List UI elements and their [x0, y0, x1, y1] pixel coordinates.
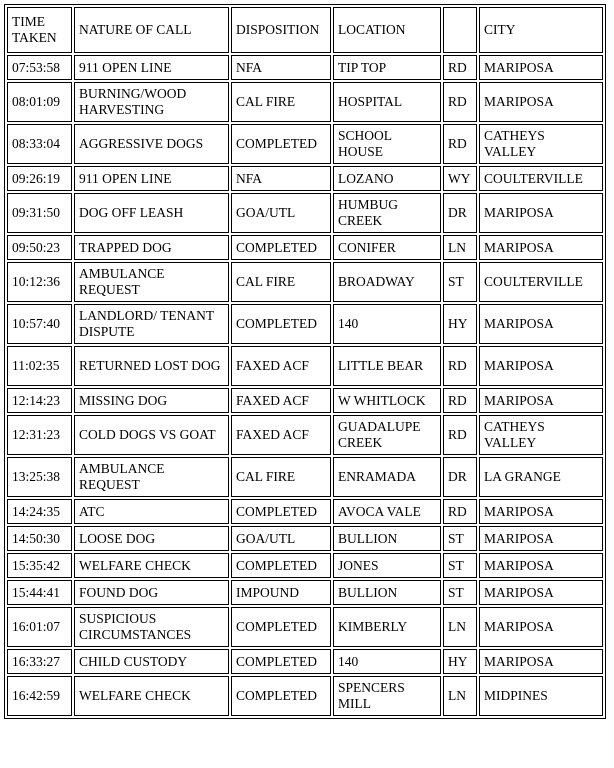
cell-nature: WELFARE CHECK	[74, 676, 229, 716]
cell-disposition: IMPOUND	[231, 580, 331, 605]
cell-nature: SUSPICIOUS CIRCUMSTANCES	[74, 607, 229, 647]
cell-suffix: LN	[443, 676, 477, 716]
cell-disposition: CAL FIRE	[231, 457, 331, 497]
table-row	[7, 580, 603, 605]
cell-disposition: COMPLETED	[231, 607, 331, 647]
cell-disposition: CAL FIRE	[231, 262, 331, 302]
cell-time: 16:42:59	[7, 676, 72, 716]
call-log-table	[4, 4, 606, 719]
cell-time: 15:44:41	[7, 580, 72, 605]
cell-suffix: ST	[443, 553, 477, 578]
cell-time: 14:24:35	[7, 499, 72, 524]
cell-nature: RETURNED LOST DOG	[74, 346, 229, 386]
cell-city: COULTERVILLE	[479, 166, 603, 191]
cell-nature: BURNING/WOOD HARVESTING	[74, 82, 229, 122]
cell-location: SPENCERS MILL	[333, 676, 441, 716]
table-row	[7, 607, 603, 647]
cell-nature: AMBULANCE REQUEST	[74, 262, 229, 302]
cell-disposition: CAL FIRE	[231, 82, 331, 122]
cell-disposition: NFA	[231, 166, 331, 191]
cell-city: MARIPOSA	[479, 304, 603, 344]
cell-city: MARIPOSA	[479, 649, 603, 674]
cell-disposition: COMPLETED	[231, 649, 331, 674]
cell-suffix: LN	[443, 235, 477, 260]
cell-city: MARIPOSA	[479, 580, 603, 605]
cell-city: MARIPOSA	[479, 55, 603, 80]
cell-location: HOSPITAL	[333, 82, 441, 122]
cell-location: TIP TOP	[333, 55, 441, 80]
cell-disposition: COMPLETED	[231, 499, 331, 524]
cell-suffix: HY	[443, 304, 477, 344]
table-row	[7, 166, 603, 191]
cell-time: 09:26:19	[7, 166, 72, 191]
cell-disposition: COMPLETED	[231, 235, 331, 260]
cell-suffix: WY	[443, 166, 477, 191]
call-log-container	[4, 4, 606, 719]
cell-disposition: COMPLETED	[231, 124, 331, 164]
cell-location: BROADWAY	[333, 262, 441, 302]
header-city: CITY	[479, 7, 603, 53]
cell-suffix: ST	[443, 262, 477, 302]
cell-disposition: COMPLETED	[231, 553, 331, 578]
cell-location: 140	[333, 649, 441, 674]
table-row	[7, 388, 603, 413]
cell-disposition: COMPLETED	[231, 676, 331, 716]
cell-suffix: RD	[443, 82, 477, 122]
table-row	[7, 676, 603, 716]
cell-location: AVOCA VALE	[333, 499, 441, 524]
cell-location: GUADALUPE CREEK	[333, 415, 441, 455]
cell-nature: AGGRESSIVE DOGS	[74, 124, 229, 164]
cell-disposition: FAXED ACF	[231, 346, 331, 386]
cell-city: MARIPOSA	[479, 82, 603, 122]
header-row	[7, 7, 603, 53]
cell-location: JONES	[333, 553, 441, 578]
cell-disposition: FAXED ACF	[231, 415, 331, 455]
header-disposition: DISPOSITION	[231, 7, 331, 53]
cell-city: LA GRANGE	[479, 457, 603, 497]
cell-city: MARIPOSA	[479, 388, 603, 413]
cell-nature: LOOSE DOG	[74, 526, 229, 551]
cell-time: 13:25:38	[7, 457, 72, 497]
cell-nature: AMBULANCE REQUEST	[74, 457, 229, 497]
cell-city: MIDPINES	[479, 676, 603, 716]
header-nature-of-call: NATURE OF CALL	[74, 7, 229, 53]
cell-suffix: RD	[443, 388, 477, 413]
cell-time: 14:50:30	[7, 526, 72, 551]
table-row	[7, 346, 603, 386]
cell-location: BULLION	[333, 580, 441, 605]
cell-city: MARIPOSA	[479, 346, 603, 386]
cell-nature: 911 OPEN LINE	[74, 166, 229, 191]
table-row	[7, 235, 603, 260]
cell-location: HUMBUG CREEK	[333, 193, 441, 233]
header-street-suffix	[443, 7, 477, 53]
header-location: LOCATION	[333, 7, 441, 53]
cell-disposition: COMPLETED	[231, 304, 331, 344]
cell-location: ENRAMADA	[333, 457, 441, 497]
cell-time: 10:12:36	[7, 262, 72, 302]
cell-disposition: NFA	[231, 55, 331, 80]
cell-time: 16:33:27	[7, 649, 72, 674]
cell-time: 08:33:04	[7, 124, 72, 164]
cell-nature: WELFARE CHECK	[74, 553, 229, 578]
table-row	[7, 415, 603, 455]
cell-nature: MISSING DOG	[74, 388, 229, 413]
table-row	[7, 499, 603, 524]
cell-suffix: RD	[443, 124, 477, 164]
cell-suffix: DR	[443, 457, 477, 497]
table-row	[7, 649, 603, 674]
cell-suffix: ST	[443, 526, 477, 551]
cell-time: 09:50:23	[7, 235, 72, 260]
cell-time: 16:01:07	[7, 607, 72, 647]
cell-time: 07:53:58	[7, 55, 72, 80]
table-row	[7, 553, 603, 578]
cell-suffix: RD	[443, 415, 477, 455]
cell-suffix: RD	[443, 499, 477, 524]
cell-nature: CHILD CUSTODY	[74, 649, 229, 674]
cell-suffix: RD	[443, 346, 477, 386]
cell-location: BULLION	[333, 526, 441, 551]
table-row	[7, 55, 603, 80]
table-row	[7, 82, 603, 122]
cell-city: MARIPOSA	[479, 499, 603, 524]
cell-nature: COLD DOGS VS GOAT	[74, 415, 229, 455]
table-row	[7, 526, 603, 551]
cell-nature: ATC	[74, 499, 229, 524]
cell-disposition: FAXED ACF	[231, 388, 331, 413]
table-row	[7, 193, 603, 233]
cell-time: 15:35:42	[7, 553, 72, 578]
cell-location: 140	[333, 304, 441, 344]
cell-suffix: ST	[443, 580, 477, 605]
cell-city: CATHEYS VALLEY	[479, 415, 603, 455]
cell-nature: TRAPPED DOG	[74, 235, 229, 260]
cell-suffix: HY	[443, 649, 477, 674]
cell-nature: LANDLORD/ TENANT DISPUTE	[74, 304, 229, 344]
cell-city: MARIPOSA	[479, 526, 603, 551]
cell-location: SCHOOL HOUSE	[333, 124, 441, 164]
table-row	[7, 124, 603, 164]
cell-location: W WHITLOCK	[333, 388, 441, 413]
table-row	[7, 304, 603, 344]
cell-disposition: GOA/UTL	[231, 193, 331, 233]
cell-suffix: RD	[443, 55, 477, 80]
cell-nature: DOG OFF LEASH	[74, 193, 229, 233]
cell-nature: 911 OPEN LINE	[74, 55, 229, 80]
cell-location: LITTLE BEAR	[333, 346, 441, 386]
cell-nature: FOUND DOG	[74, 580, 229, 605]
cell-time: 12:31:23	[7, 415, 72, 455]
cell-time: 10:57:40	[7, 304, 72, 344]
cell-city: MARIPOSA	[479, 607, 603, 647]
cell-disposition: GOA/UTL	[231, 526, 331, 551]
cell-suffix: DR	[443, 193, 477, 233]
cell-location: KIMBERLY	[333, 607, 441, 647]
cell-city: MARIPOSA	[479, 193, 603, 233]
cell-city: MARIPOSA	[479, 553, 603, 578]
header-time-taken: TIME TAKEN	[7, 7, 72, 53]
table-row	[7, 457, 603, 497]
cell-suffix: LN	[443, 607, 477, 647]
cell-city: MARIPOSA	[479, 235, 603, 260]
table-row	[7, 262, 603, 302]
cell-location: CONIFER	[333, 235, 441, 260]
cell-time: 12:14:23	[7, 388, 72, 413]
cell-city: CATHEYS VALLEY	[479, 124, 603, 164]
cell-time: 09:31:50	[7, 193, 72, 233]
cell-location: LOZANO	[333, 166, 441, 191]
cell-time: 11:02:35	[7, 346, 72, 386]
cell-city: COULTERVILLE	[479, 262, 603, 302]
cell-time: 08:01:09	[7, 82, 72, 122]
